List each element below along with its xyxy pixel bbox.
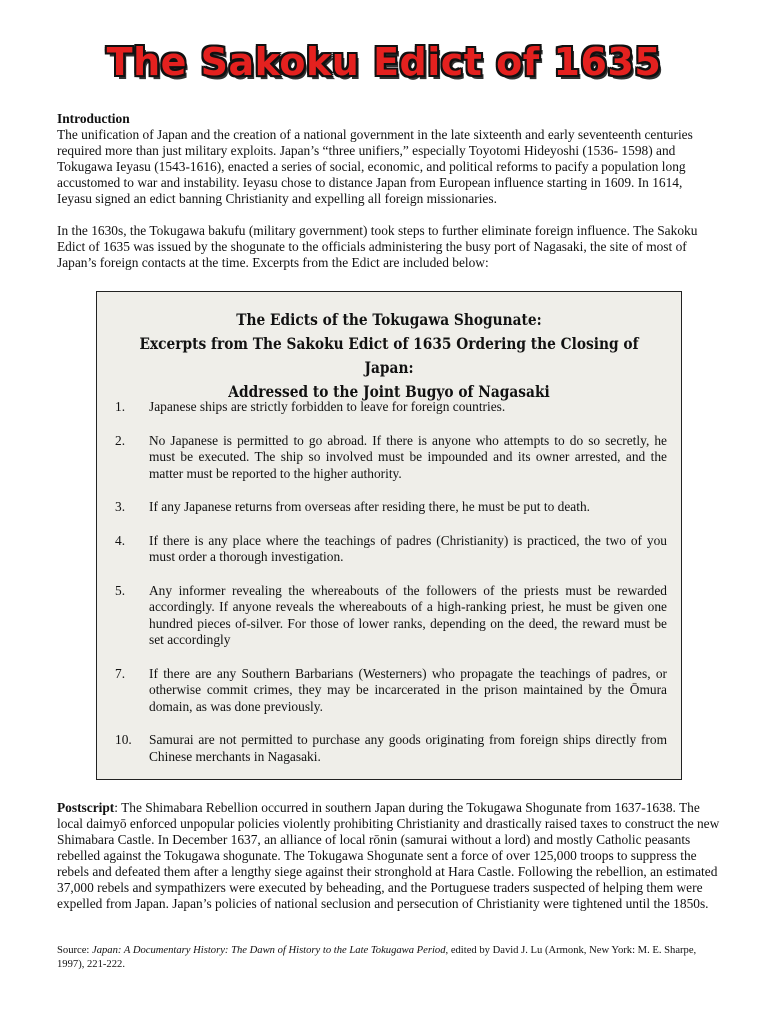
introduction-paragraph-2: In the 1630s, the Tokugawa bakufu (military government) took steps to further eliminate foreign influence. The Sakoku Edict of 1635 was issued by the shogunate to the officials administering the busy port of Nagasaki, the site of most of Japan’s foreign contacts at the time. Excerpts from the Edict are included below: — [57, 223, 698, 270]
introduction-heading: Introduction — [57, 111, 130, 126]
edict-item-text: Any informer revealing the whereabouts of the followers of the priests must be rewarded accordingly. If anyone reveals the whereabouts of a high-ranking priest, he must be given one hundred pieces of-silver. For those of lower ranks, depending on the deed, the reward must be set accordingly — [149, 582, 667, 647]
edict-item-text: No Japanese is permitted to go abroad. If there is anyone who attempts to do so secretly, he must be executed. The ship so involved must be impounded and its owner arrested, and the matter must be reported to the higher authority. — [149, 432, 667, 481]
edict-item-text: If there are any Southern Barbarians (Westerners) who propagate the teachings of padres, or otherwise commit crimes, they may be incarcerated in the prison maintained by the Ōmura domain, as was done previously. — [149, 665, 667, 714]
postscript-text: : The Shimabara Rebellion occurred in southern Japan during the Tokugawa Shogunate from 1637-1638. The local daimyō enforced unpopular policies violently prohibiting Christianity and drastically raised taxes to construct the new Shimabara Castle. In December 1637, an alliance of local rōnin (samurai without a lord) and mostly Catholic peasants rebelled against the Tokugawa shogunate. The Tokugawa Shogunate sent a force of over 125,000 troops to suppress the rebels and defeated them after a lengthy siege against their stronghold at Hara Castle. Following the rebellion, an estimated 37,000 rebels and sympathizers were executed by beheading, and the Portuguese traders suspected of helping them were expelled from Japan. Japan’s policies of national seclusion and persecution of Christianity were tightened until the 1850s. — [57, 800, 720, 911]
edict-item-number: 4. — [115, 532, 126, 548]
edict-list — [115, 399, 667, 782]
edict-header-line-1: The Edicts of the Tokugawa Shogunate: — [236, 310, 542, 329]
edict-header-line-3: Addressed to the Joint Bugyo of Nagasaki — [228, 382, 550, 401]
edict-item-text: Japanese ships are strictly forbidden to leave for foreign countries. — [149, 399, 506, 414]
edict-item-number: 1. — [115, 399, 126, 414]
postscript-label: Postscript — [57, 800, 115, 815]
postscript-section — [57, 800, 722, 912]
edict-item-number: 2. — [115, 432, 126, 448]
edict-header-line-2: Excerpts from The Sakoku Edict of 1635 Ordering the Closing of Japan: — [139, 334, 639, 377]
edict-item-text: If there is any place where the teachings of padres (Christianity) is practiced, the two of you must order a thorough investigation. — [149, 532, 667, 564]
source-citation — [57, 944, 722, 972]
edict-item-number: 3. — [115, 499, 126, 514]
edict-item — [115, 399, 667, 416]
source-suffix: , edited by David J. Lu (Armonk, New York: M. E. Sharpe, 1997), 221-222. — [57, 945, 697, 970]
edict-item-number: 7. — [115, 665, 126, 681]
edict-item — [115, 499, 667, 516]
document-title: The Sakoku Edict of 1635 — [106, 40, 662, 84]
edict-item — [115, 533, 667, 566]
edict-item-text: If any Japanese returns from overseas after residing there, he must be put to death. — [149, 499, 590, 514]
edict-item — [115, 666, 667, 716]
introduction-section — [57, 111, 719, 287]
edict-item-number: 10. — [115, 732, 132, 747]
edict-item — [115, 583, 667, 649]
edict-excerpt-box — [96, 291, 682, 780]
edict-header — [138, 308, 640, 404]
source-title: Japan: A Documentary History: The Dawn of History to the Late Tokugawa Period — [92, 945, 446, 956]
edict-item — [115, 732, 667, 765]
source-prefix: Source: — [57, 945, 93, 956]
introduction-paragraph-1: The unification of Japan and the creation of a national government in the late sixteenth and early seventeenth centuries required more than just military exploits. Japan’s “three unifiers,” especially Toyotomi Hideyoshi (1536- 1598) and Tokugawa Ieyasu (1543-1616), enacted a series of social, economic, and political reforms to pacify a population long accustomed to war and instability. Ieyasu chose to distance Japan from European influence starting in 1609. In 1614, Ieyasu signed an edict banning Christianity and expelling all foreign missionaries. — [57, 127, 693, 206]
edict-item-text: Samurai are not permitted to purchase any goods originating from foreign ships directly from Chinese merchants in Nagasaki. — [149, 732, 667, 764]
edict-item-number: 5. — [115, 582, 126, 598]
edict-item — [115, 433, 667, 483]
